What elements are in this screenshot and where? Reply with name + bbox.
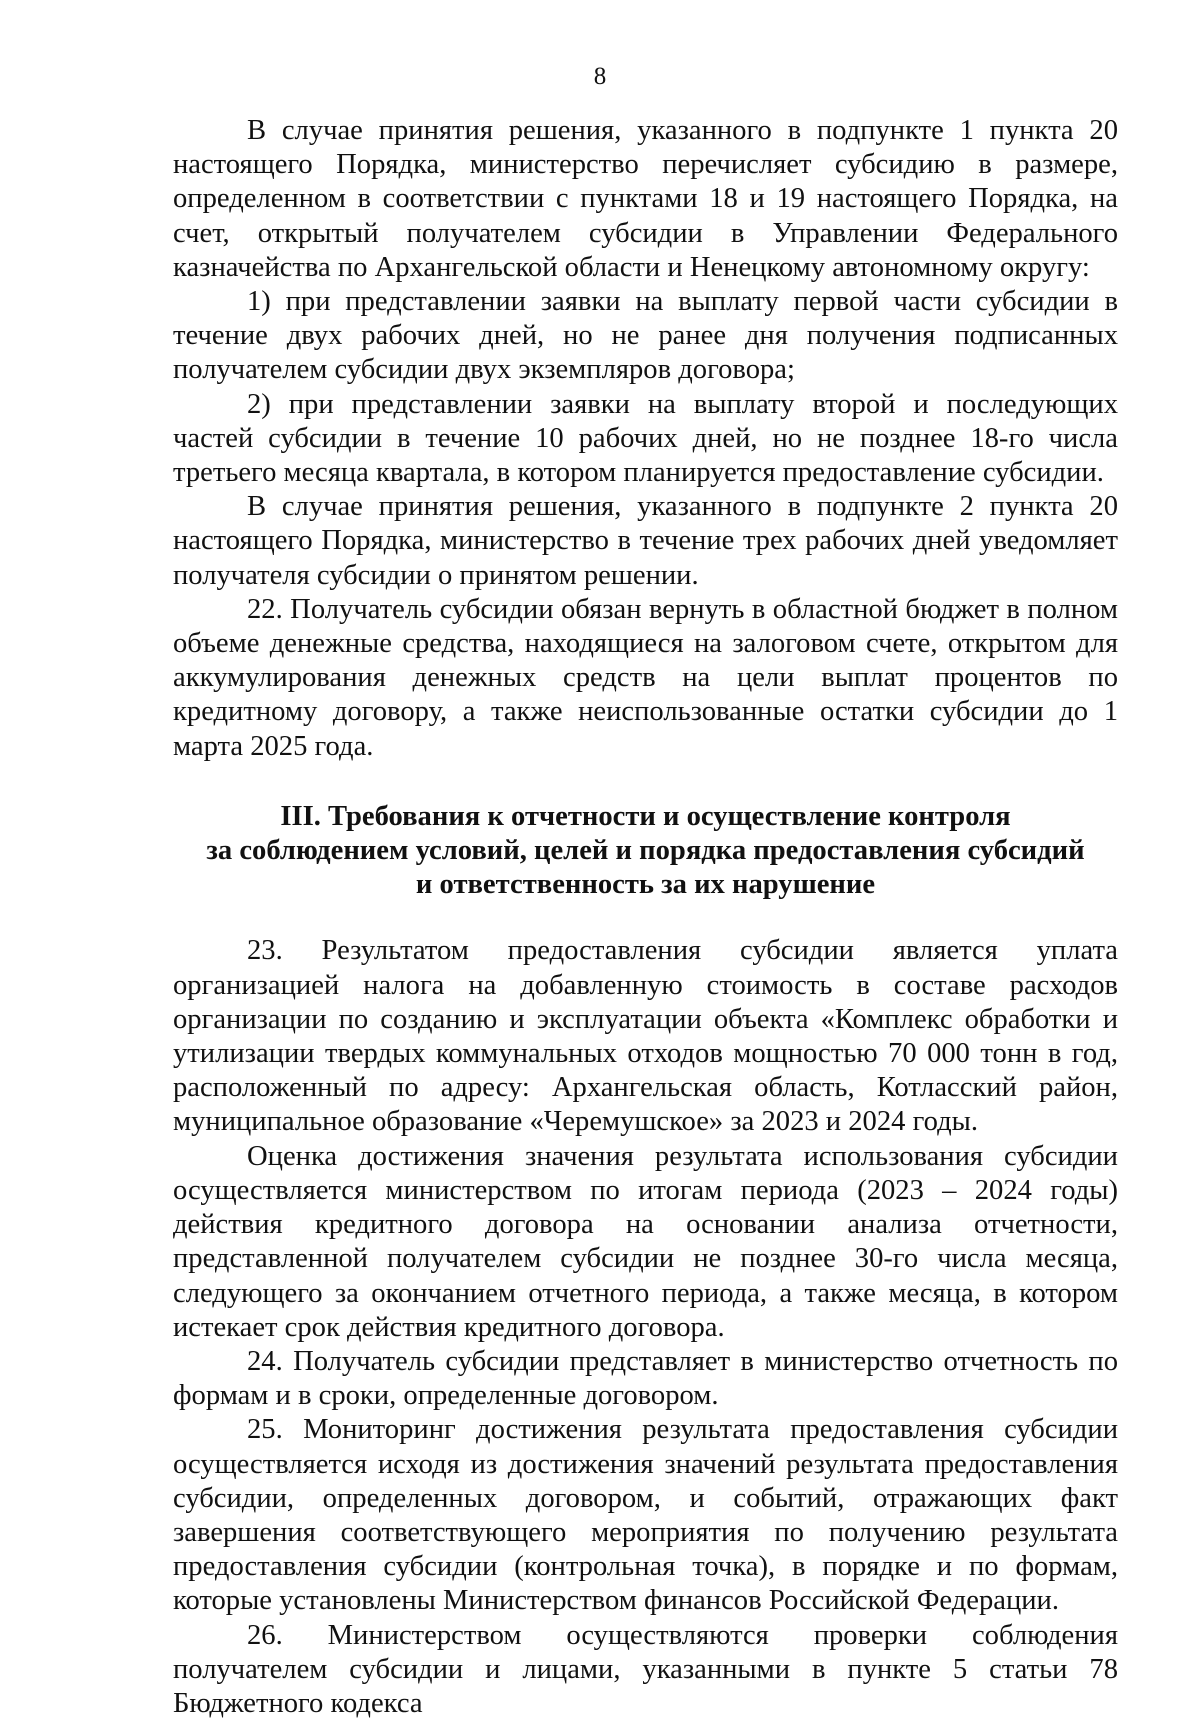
paragraph-second-part: 2) при представлении заявки на выплату второй и последующих частей субсидии в течение 10 рабочих дней, но не позднее 18-го числа третьего месяца квартала, в котором планируется предоставление субсидии.	[173, 388, 1118, 489]
paragraph-refusal-notice: В случае принятия решения, указанного в подпункте 2 пункта 20 настоящего Порядка, министерство в течение трех рабочих дней уведомляет получателя субсидии о принятом решении.	[173, 491, 1118, 591]
section-heading-3	[173, 800, 1118, 903]
paragraph-23-result: 23. Результатом предоставления субсидии является уплата организацией налога на добавленную стоимость в составе расходов организации по созданию и эксплуатации объекта «Комплекс обработки и утилизации твердых коммунальных отходов мощностью 70 000 тонн в год, расположенный по адресу: Архангельская область, Котласский район, муниципальное образование «Черемушское» за 2023 и 2024 годы.	[173, 935, 1118, 1138]
section-heading-line: III. Требования к отчетности и осуществление контроля	[280, 800, 1011, 832]
section-heading-line: и ответственность за их нарушение	[415, 869, 876, 901]
paragraph-22-return: 22. Получатель субсидии обязан вернуть в областной бюджет в полном объеме денежные средства, находящиеся на залоговом счете, открытом для аккумулирования денежных средств на цели выплат процентов по кредитному договору, а также неиспользованные остатки субсидии до 1 марта 2025 года.	[173, 593, 1118, 762]
page-number: 8	[593, 63, 607, 90]
paragraph-payment-decision: В случае принятия решения, указанного в подпункте 1 пункта 20 настоящего Порядка, министерство перечисляет субсидию в размере, определенном в соответствии с пунктами 18 и 19 настоящего Порядка, на счет, открытый получателем субсидии в Управлении Федерального казначейства по Архангельской области и Ненецкому автономному округу:	[173, 115, 1118, 283]
paragraph-first-part: 1) при представлении заявки на выплату первой части субсидии в течение двух рабочих дней, но не ранее дня получения подписанных получателем субсидии двух экземпляров договора;	[173, 286, 1118, 386]
paragraph-26-inspections: 26. Министерством осуществляются проверки соблюдения получателем субсидии и лицами, указанными в пункте 5 статьи 78 Бюджетного кодекса	[173, 1619, 1118, 1719]
paragraph-result-evaluation: Оценка достижения значения результата использования субсидии осуществляется министерством по итогам периода (2023 – 2024 годы) действия кредитного договора на основании анализа отчетности, представленной получателем субсидии не позднее 30-го числа месяца, следующего за окончанием отчетного периода, а также месяца, в котором истекает срок действия кредитного договора.	[173, 1140, 1118, 1343]
paragraph-24-reporting: 24. Получатель субсидии представляет в министерство отчетность по формам и в сроки, определенные договором.	[173, 1345, 1118, 1412]
section-heading-line: за соблюдением условий, целей и порядка предоставления субсидий	[206, 835, 1085, 867]
paragraph-25-monitoring: 25. Мониторинг достижения результата предоставления субсидии осуществляется исходя из достижения значений результата предоставления субсидии, определенных договором, и событий, отражающих факт завершения соответствующего мероприятия по получению результата предоставления субсидии (контрольная точка), в порядке и по формам, которые установлены Министерством финансов Российской Федерации.	[173, 1414, 1118, 1617]
document-body	[173, 114, 1118, 1721]
